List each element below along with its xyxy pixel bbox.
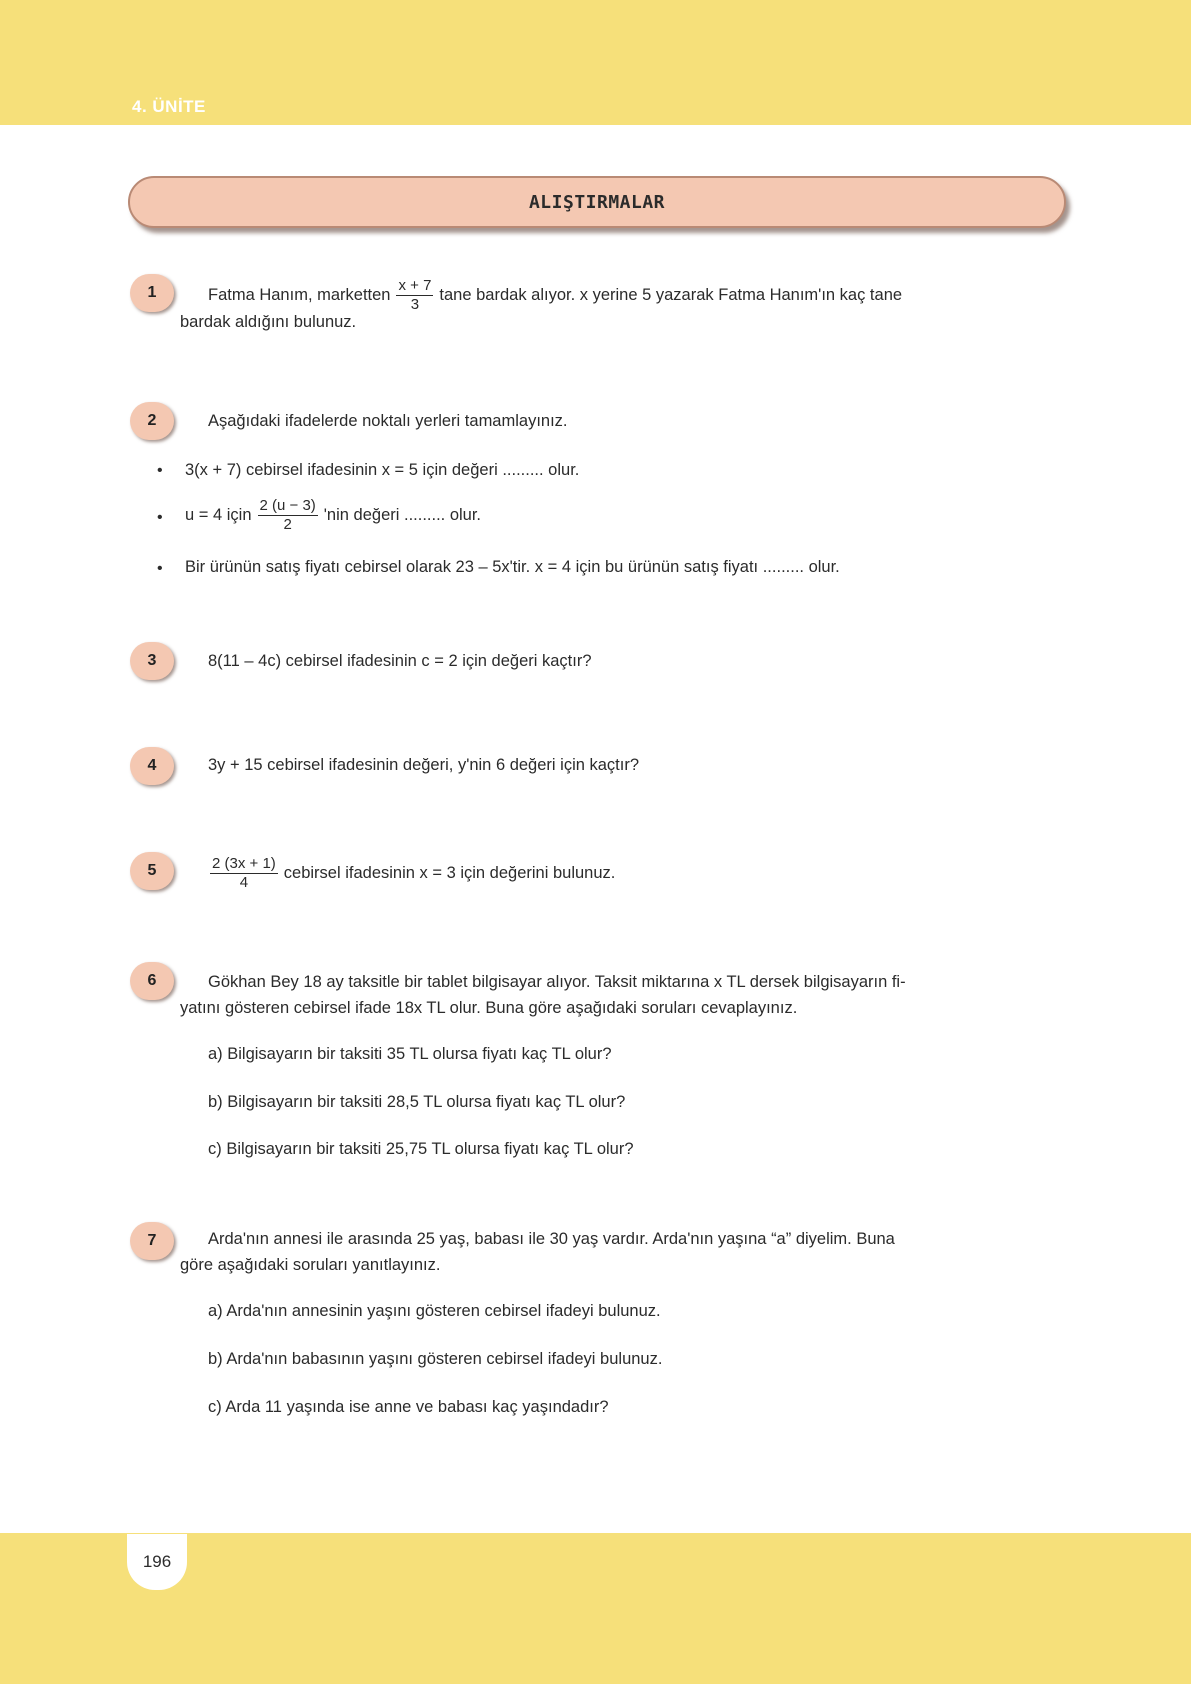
question-7-part-c: c) Arda 11 yaşında ise anne ve babası kaç yaşındadır? xyxy=(208,1398,609,1416)
question-number-7: 7 xyxy=(130,1222,174,1260)
bullet-icon: • xyxy=(157,462,163,479)
question-number-1: 1 xyxy=(130,274,174,312)
question-2-bullet-1: 3(x + 7) cebirsel ifadesinin x = 5 için değeri ......... olur. xyxy=(185,461,580,479)
question-number-3: 3 xyxy=(130,642,174,680)
question-2-bullet-2-post: 'nin değeri ......... olur. xyxy=(323,505,482,524)
question-2-bullet-2-pre: u = 4 için xyxy=(185,505,252,524)
question-6-part-b: b) Bilgisayarın bir taksiti 28,5 TL olursa fiyatı kaç TL olur? xyxy=(208,1093,626,1111)
fraction-numerator: 2 (3x + 1) xyxy=(212,855,276,872)
unit-label: 4. ÜNİTE xyxy=(132,97,206,116)
question-1-text-post: tane bardak alıyor. x yerine 5 yazarak Fatma Hanım'ın kaç tane xyxy=(439,285,903,304)
question-6-part-c: c) Bilgisayarın bir taksiti 25,75 TL olursa fiyatı kaç TL olur? xyxy=(208,1140,634,1158)
question-6-part-a: a) Bilgisayarın bir taksiti 35 TL olursa fiyatı kaç TL olur? xyxy=(208,1045,612,1063)
fraction-denominator: 4 xyxy=(239,874,249,891)
question-1-line-1 xyxy=(208,277,902,314)
question-7-part-b: b) Arda'nın babasının yaşını gösteren cebirsel ifadeyi bulunuz. xyxy=(208,1350,663,1368)
bullet-icon: • xyxy=(157,560,163,577)
fraction-denominator: 2 xyxy=(283,516,292,533)
question-1-line-2: bardak aldığını bulunuz. xyxy=(180,313,357,331)
question-4-text: 3y + 15 cebirsel ifadesinin değeri, y'nin 6 değeri için kaçtır? xyxy=(208,756,640,774)
question-6-line-1: Gökhan Bey 18 ay taksitle bir tablet bilgisayar alıyor. Taksit miktarına x TL dersek bilgisayarın fi- xyxy=(208,973,906,991)
question-number-4: 4 xyxy=(130,747,174,785)
question-5-line xyxy=(204,855,615,892)
question-3-text: 8(11 – 4c) cebirsel ifadesinin c = 2 için değeri kaçtır? xyxy=(208,652,592,670)
question-5-fraction xyxy=(210,855,278,892)
question-number-5: 5 xyxy=(130,852,174,890)
question-2-bullet-2 xyxy=(185,497,481,534)
fraction-numerator: x + 7 xyxy=(398,277,432,294)
question-5-text-post: cebirsel ifadesinin x = 3 için değerini bulunuz. xyxy=(283,863,616,882)
question-1-fraction xyxy=(396,277,433,314)
bullet-icon: • xyxy=(157,509,163,526)
question-7-line-1: Arda'nın annesi ile arasında 25 yaş, babası ile 30 yaş vardır. Arda'nın yaşına “a” diyelim. Buna xyxy=(208,1230,895,1248)
question-7-line-2: göre aşağıdaki soruları yanıtlayınız. xyxy=(180,1256,441,1274)
fraction-denominator: 3 xyxy=(410,296,420,313)
question-1-text-pre: Fatma Hanım, marketten xyxy=(208,285,391,304)
question-2-intro: Aşağıdaki ifadelerde noktalı yerleri tamamlayınız. xyxy=(208,412,568,430)
question-2-bullet-3: Bir ürünün satış fiyatı cebirsel olarak 23 – 5x'tir. x = 4 için bu ürünün satış fiyatı ......... olur. xyxy=(185,558,840,576)
page-title: ALIŞTIRMALAR xyxy=(528,191,666,213)
fraction-numerator: 2 (u − 3) xyxy=(259,497,316,514)
question-number-2: 2 xyxy=(130,402,174,440)
title-banner xyxy=(128,176,1066,228)
page-number: 196 xyxy=(127,1534,187,1590)
question-6-line-2: yatını gösteren cebirsel ifade 18x TL olur. Buna göre aşağıdaki soruları cevaplayınız. xyxy=(180,999,798,1017)
question-7-part-a: a) Arda'nın annesinin yaşını gösteren cebirsel ifadeyi bulunuz. xyxy=(208,1302,661,1320)
question-number-6: 6 xyxy=(130,962,174,1000)
question-2-fraction xyxy=(258,497,318,534)
